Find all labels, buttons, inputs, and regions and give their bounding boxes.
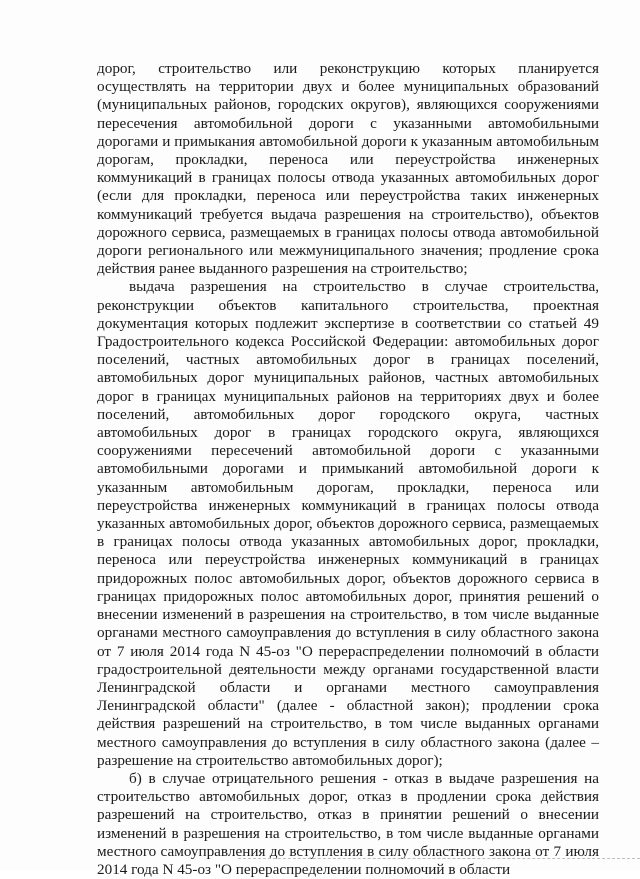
document-body [97,60,599,879]
scan-edge-line [238,858,640,859]
paragraph-negative-decision: б) в случае отрицательного решения - отказ в выдаче разрешения на строительство автомобильных дорог, отказ в продлении срока действия разрешений на строительство, отказ в принятии решений о внесении изменений в разрешения на строительство, в том числе выданные органами местного самоуправления до вступления в силу областного закона от 7 июля 2014 года N 45-оз "О перераспределении полномочий в области [97,769,599,878]
paragraph-roads-list-continuation: дорог, строительство или реконструкцию которых планируется осуществлять на территории двух и более муниципальных образований (муниципальных районов, городских округов), являющихся сооружениями пересечения автомобильной дороги с указанными автомобильными дорогами и примыкания автомобильной дороги к указанным автомобильным дорогам, прокладки, переноса или переустройства инженерных коммуникаций в границах полосы отвода указанных автомобильных дорог (если для прокладки, переноса или переустройства таких инженерных коммуникаций требуется выдача разрешения на строительство), объектов дорожного сервиса, размещаемых в границах полосы отвода автомобильной дороги регионального или межмуниципального значения; продление срока действия ранее выданного разрешения на строительство; [97,60,599,278]
paragraph-permit-issuance: выдача разрешения на строительство в случае строительства, реконструкции объектов капитального строительства, проектная документация которых подлежит экспертизе в соответствии со статьей 49 Градостроительного кодекса Российской Федерации: автомобильных дорог поселений, частных автомобильных дорог в границах поселений, автомобильных дорог муниципальных районов, частных автомобильных дорог в границах муниципальных районов на территориях двух и более поселений, автомобильных дорог городского округа, частных автомобильных дорог в границах городского округа, являющихся сооружениями пересечений автомобильной дороги с указанными автомобильными дорогами и примыканий автомобильной дороги к указанным автомобильным дорогам, прокладки, переноса или переустройства инженерных коммуникаций в границах полосы отвода указанных автомобильных дорог, объектов дорожного сервиса, размещаемых в границах полосы отвода указанных автомобильных дорог, прокладки, переноса или переустройства инженерных коммуникаций в границах придорожных полос автомобильных дорог, объектов дорожного сервиса в границах придорожных полос автомобильных дорог, принятия решений о внесении изменений в разрешения на строительство, в том числе выданные органами местного самоуправления до вступления в силу областного закона от 7 июля 2014 года N 45-оз "О перераспределении полномочий в области градостроительной деятельности между органами государственной власти Ленинградской области и органами местного самоуправления Ленинградской области" (далее - областной закон); продлении срока действия разрешений на строительство, в том числе выданных органами местного самоуправления до вступления в силу областного закона (далее – разрешение на строительство автомобильных дорог); [97,278,599,769]
